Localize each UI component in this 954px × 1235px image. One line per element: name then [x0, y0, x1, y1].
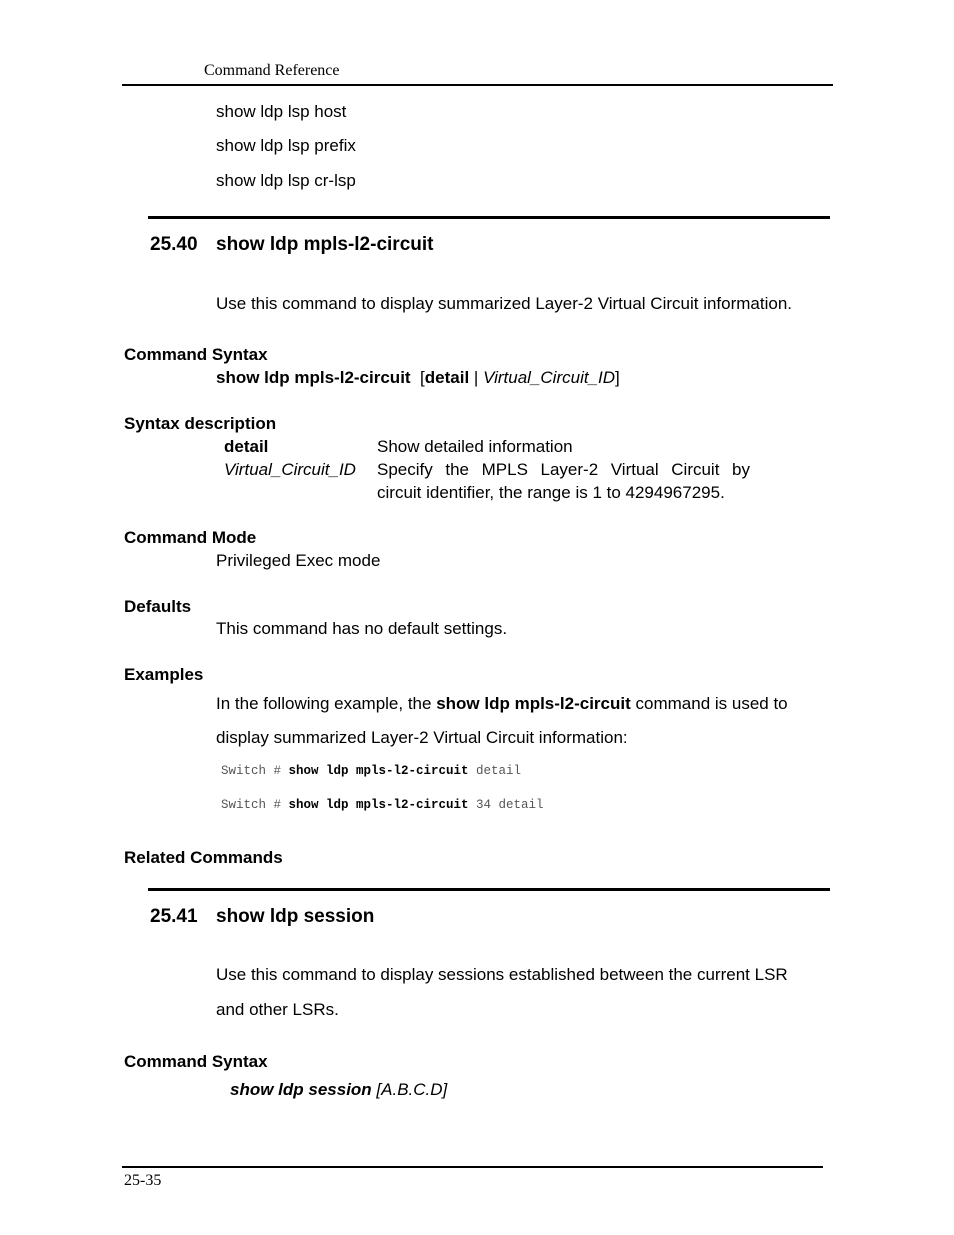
syntax-command: show ldp session [230, 1080, 372, 1099]
section-title-25-40 [150, 234, 433, 256]
code-command: show ldp mpls-l2-circuit [288, 764, 469, 778]
command-syntax-line-2 [230, 1080, 447, 1100]
param-desc-vcid-line2: circuit identifier, the range is 1 to 4294967295. [377, 483, 725, 502]
page-number: 25-35 [124, 1172, 162, 1189]
running-header: Command Reference [204, 62, 340, 79]
code-args: detail [468, 764, 522, 778]
syntax-command: show ldp mpls-l2-circuit [216, 368, 411, 387]
section-rule-2 [148, 888, 830, 891]
code-args: 34 detail [468, 798, 544, 812]
command-mode-text: Privileged Exec mode [216, 551, 381, 570]
defaults-text: This command has no default settings. [216, 619, 508, 638]
footer-rule [122, 1166, 823, 1168]
command-mode-heading: Command Mode [124, 528, 257, 547]
code-prompt: Switch # [221, 764, 289, 778]
section-rule-1 [148, 216, 830, 219]
command-syntax-heading-2: Command Syntax [124, 1052, 268, 1071]
param-desc-vcid: Specify the MPLS Layer-2 Virtual Circuit by [377, 460, 750, 479]
section-heading-text: show ldp mpls-l2-circuit [216, 234, 434, 255]
param-name-detail: detail [224, 437, 269, 456]
section-title-25-41 [150, 906, 374, 928]
syntax-args: [A.B.C.D] [371, 1080, 448, 1099]
code-example-1 [221, 764, 521, 778]
intro-command-2: show ldp lsp prefix [216, 136, 356, 155]
command-syntax-line [216, 368, 620, 388]
param-desc-detail: Show detailed information [377, 437, 573, 456]
header-rule [122, 84, 833, 86]
param-name-vcid: Virtual_Circuit_ID [224, 460, 356, 479]
intro-command-1: show ldp lsp host [216, 102, 347, 121]
section-description: Use this command to display summarized Layer-2 Virtual Circuit information. [216, 294, 793, 313]
code-prompt: Switch # [221, 798, 289, 812]
section2-description-line1: Use this command to display sessions established between the current LSR [216, 965, 788, 984]
example-text-post: command is used to [630, 694, 788, 713]
example-text-pre: In the following example, the [216, 694, 437, 713]
intro-command-3: show ldp lsp cr-lsp [216, 171, 356, 190]
examples-heading: Examples [124, 665, 204, 684]
command-syntax-heading: Command Syntax [124, 345, 268, 364]
syntax-option-vcid: Virtual_Circuit_ID [483, 368, 616, 387]
example-intro-line1 [216, 694, 788, 714]
syntax-open-bracket: [ [420, 368, 425, 387]
section2-description-line2: and other LSRs. [216, 1000, 339, 1019]
defaults-heading: Defaults [124, 597, 192, 616]
syntax-description-heading: Syntax description [124, 414, 277, 433]
section-heading-text: show ldp session [216, 906, 375, 927]
syntax-option-detail: detail [424, 368, 470, 387]
related-commands-heading: Related Commands [124, 848, 283, 867]
example-command-name: show ldp mpls-l2-circuit [436, 694, 631, 713]
example-intro-line2: display summarized Layer-2 Virtual Circuit information: [216, 728, 628, 747]
code-command: show ldp mpls-l2-circuit [288, 798, 469, 812]
code-example-2 [221, 798, 544, 812]
syntax-close-bracket: ] [615, 368, 620, 387]
syntax-separator: | [469, 368, 484, 387]
section-number: 25.40 [150, 234, 198, 255]
section-number: 25.41 [150, 906, 198, 927]
